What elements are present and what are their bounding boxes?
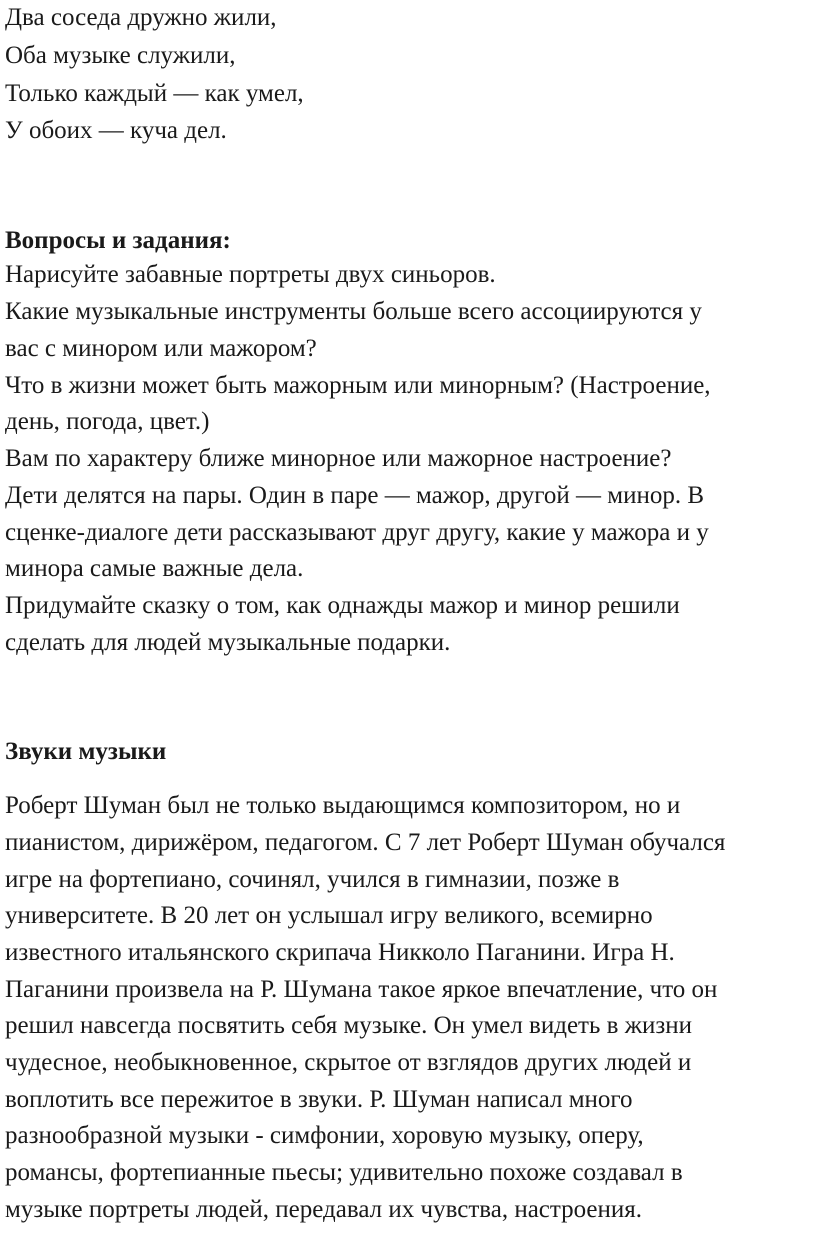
question-line: Дети делятся на пары. Один в паре — мажор, другой — минор. В	[5, 482, 704, 509]
paragraph-line: университете. В 20 лет он услышал игру великого, всемирно	[5, 902, 653, 929]
paragraph-line: воплотить все пережитое в звуки. Р. Шуман написал много	[5, 1086, 633, 1113]
paragraph-line: Паганини произвела на Р. Шумана такое яркое впечатление, что он	[5, 976, 718, 1003]
paragraph-line: музыке портреты людей, передавал их чувства, настроения.	[5, 1196, 643, 1223]
question-line: день, погода, цвет.)	[5, 408, 210, 435]
poem-line: Два соседа дружно жили,	[5, 4, 277, 31]
section-heading: Звуки музыки	[5, 738, 167, 765]
poem-line: Оба музыке служили,	[5, 42, 236, 69]
question-line: минора самые важные дела.	[5, 555, 304, 582]
paragraph-line: известного итальянского скрипача Никколо Паганини. Игра Н.	[5, 939, 675, 966]
question-line: сделать для людей музыкальные подарки.	[5, 629, 451, 656]
paragraph-line: разнообразной музыки - симфонии, хоровую музыку, оперу,	[5, 1122, 644, 1149]
paragraph-line: пианистом, дирижёром, педагогом. С 7 лет Роберт Шуман обучался	[5, 829, 726, 856]
question-line: Какие музыкальные инструменты больше всего ассоциируются у	[5, 298, 702, 325]
poem-line: У обоих — куча дел.	[5, 117, 227, 144]
question-line: Нарисуйте забавные портреты двух синьоров.	[5, 261, 496, 288]
question-line: Что в жизни может быть мажорным или минорным? (Настроение,	[5, 372, 711, 399]
paragraph-line: решил навсегда посвятить себя музыке. Он умел видеть в жизни	[5, 1012, 692, 1039]
paragraph-line: Роберт Шуман был не только выдающимся композитором, но и	[5, 792, 681, 819]
question-line: сценке-диалоге дети рассказывают друг другу, какие у мажора и у	[5, 519, 709, 546]
paragraph-line: чудесное, необыкновенное, скрытое от взглядов других людей и	[5, 1049, 692, 1076]
question-line: вас с минором или мажором?	[5, 335, 317, 362]
question-line: Придумайте сказку о том, как однажды мажор и минор решили	[5, 592, 680, 619]
question-line: Вам по характеру ближе минорное или мажорное настроение?	[5, 445, 672, 472]
paragraph-line: игре на фортепиано, сочинял, учился в гимназии, позже в	[5, 866, 620, 893]
paragraph-line: романсы, фортепианные пьесы; удивительно похоже создавал в	[5, 1159, 683, 1186]
questions-heading: Вопросы и задания:	[5, 227, 231, 254]
poem-line: Только каждый — как умел,	[5, 80, 304, 107]
